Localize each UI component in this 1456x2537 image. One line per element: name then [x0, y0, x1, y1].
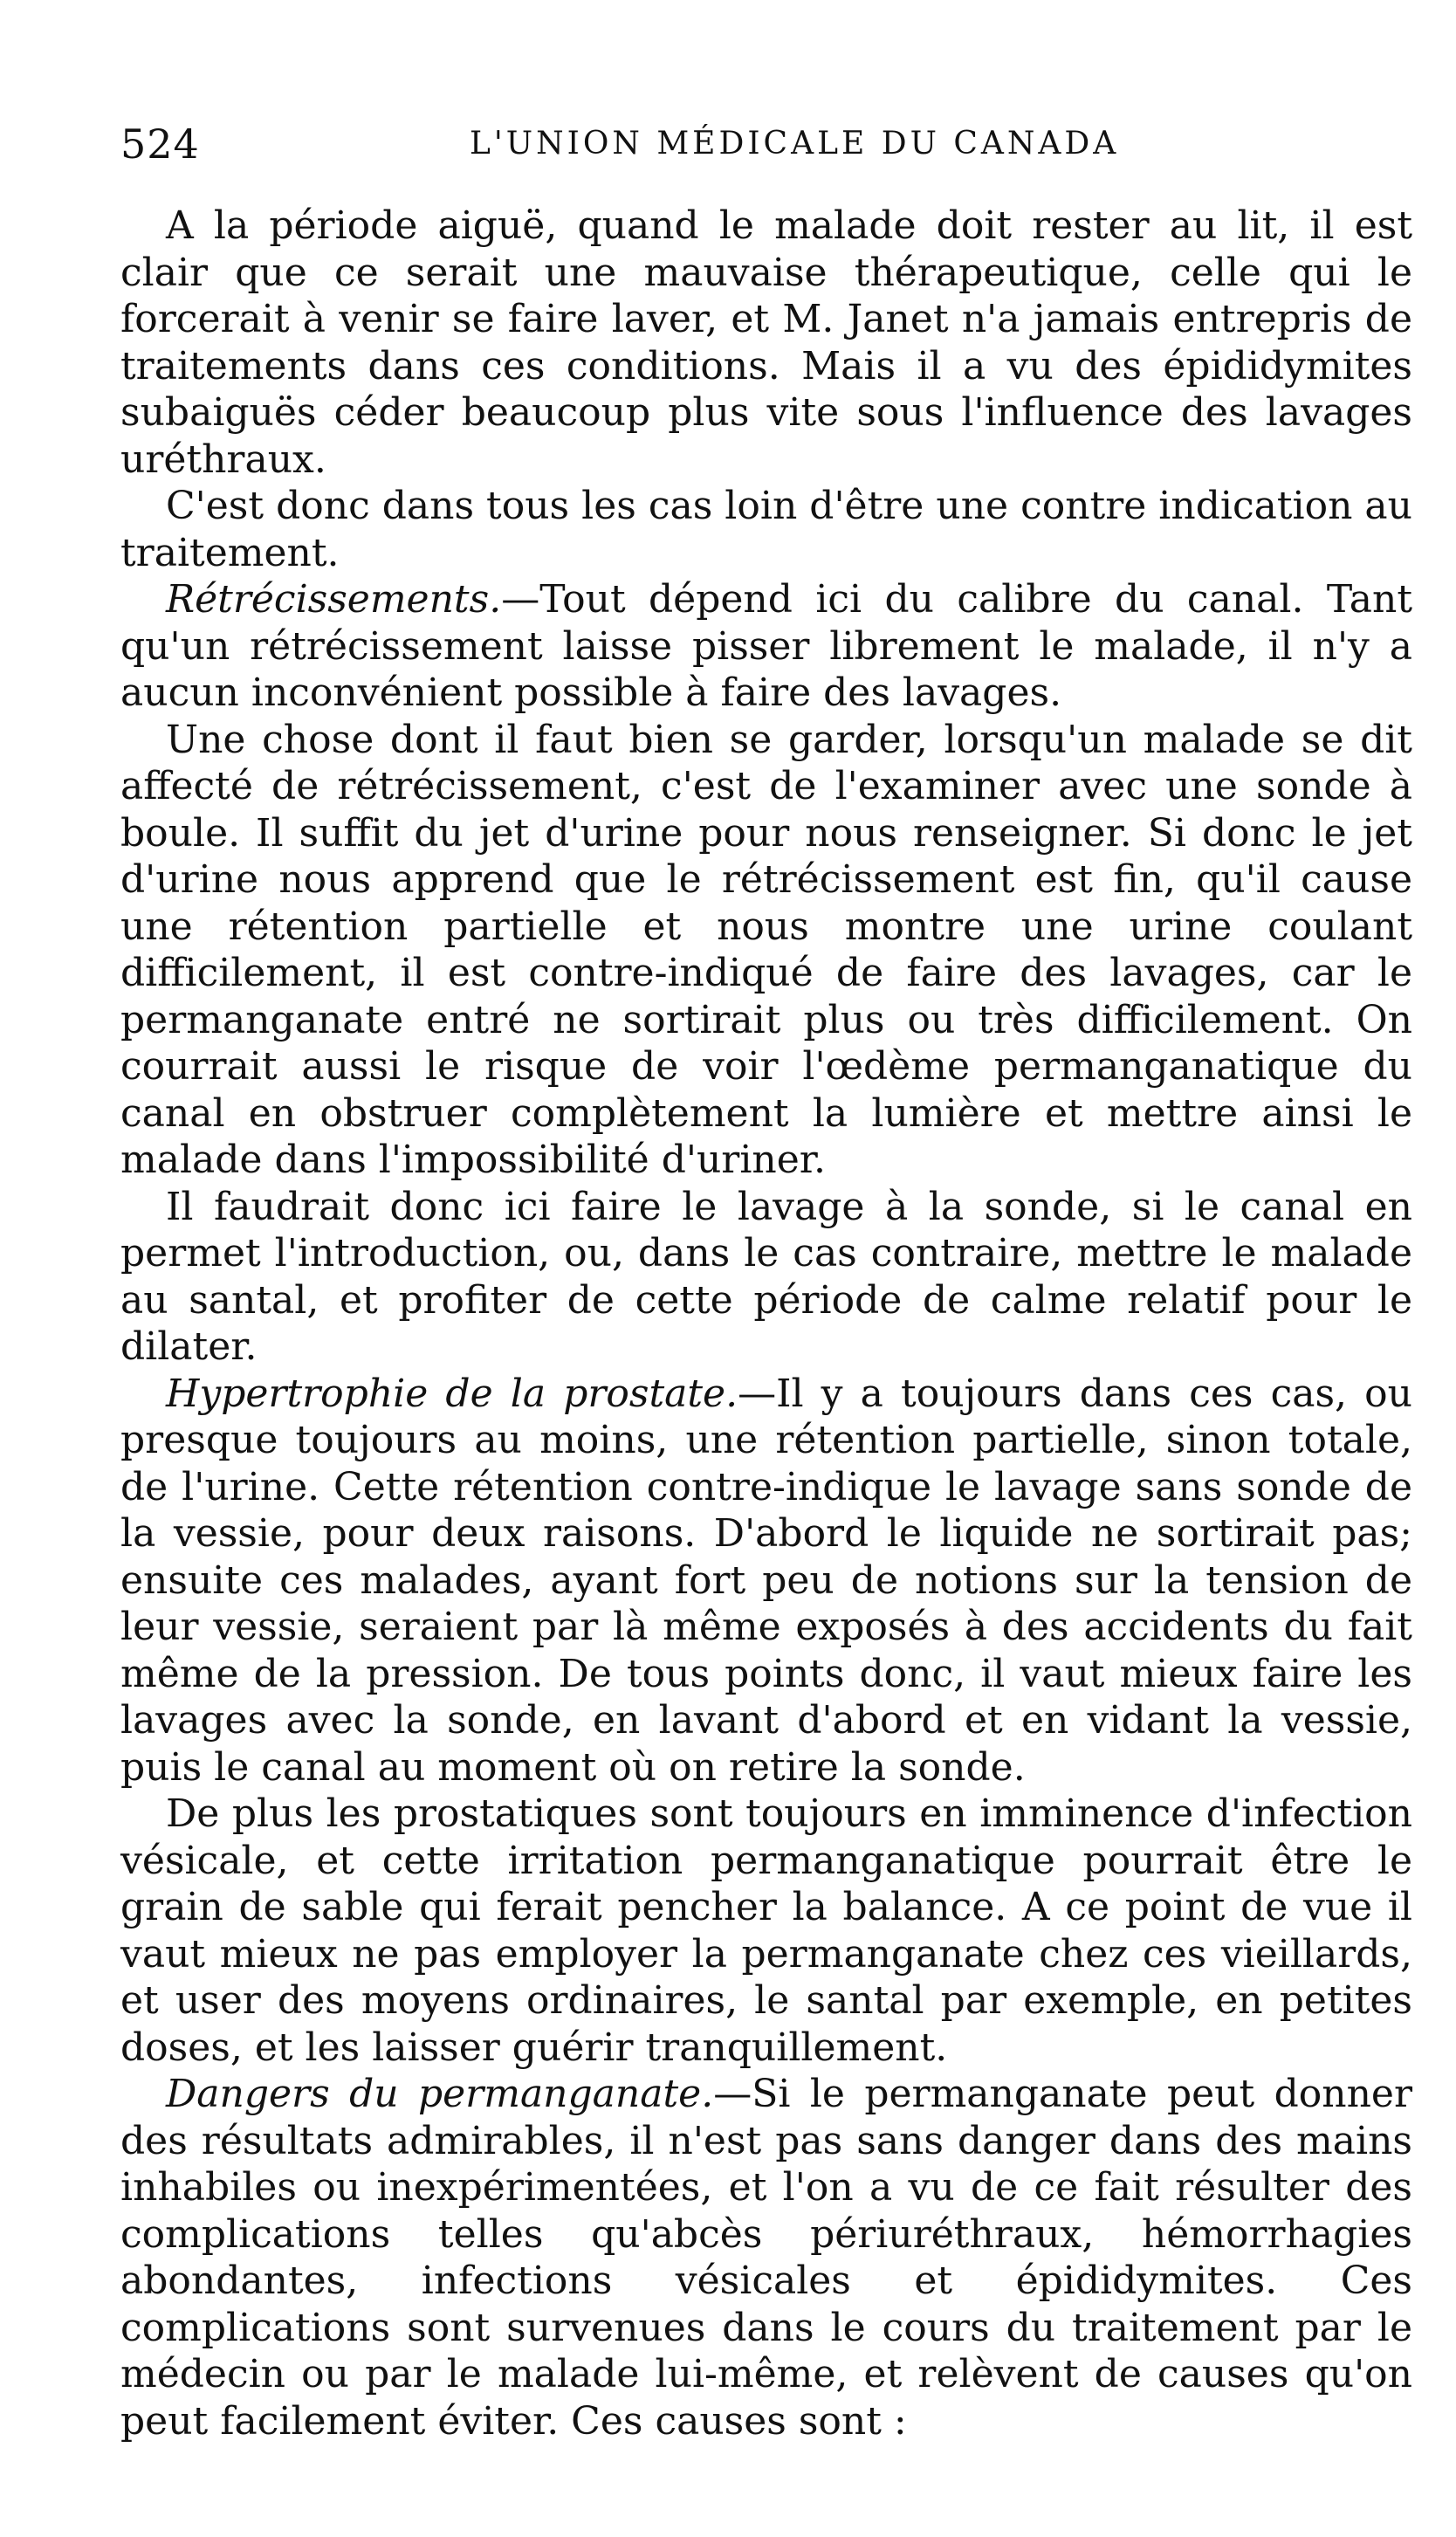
body-text [120, 203, 1412, 2444]
section-heading: Hypertrophie de la prostate. [166, 1371, 738, 1416]
paragraph-text: Il faudrait donc ici faire le lavage à la sonde, si le canal en permet l'introduction, ou, dans le cas contraire, mettre le malade au santal, et profiter de cette période de calme relatif pour le dilater. [120, 1184, 1412, 1369]
paragraph-text: A la période aiguë, quand le malade doit rester au lit, il est clair que ce serait une mauvaise thérapeutique, celle qui le forcerait à venir se faire laver, et M. Janet n'a jamais entrepris de traitements dans ces conditions. Mais il a vu des épididymites subaiguës céder beaucoup plus vite sous l'influence des lavages uréthraux. [120, 203, 1412, 482]
paragraph [120, 203, 1412, 483]
running-title: L'UNION MÉDICALE DU CANADA [470, 126, 1120, 162]
page-header [120, 120, 1343, 173]
paragraph [120, 1184, 1412, 1371]
paragraph [120, 576, 1412, 717]
paragraph [120, 2071, 1412, 2444]
page-number: 524 [120, 120, 200, 168]
paragraph [120, 1371, 1412, 1791]
paragraph-text: Une chose dont il faut bien se garder, lorsqu'un malade se dit affecté de rétrécissement, c'est de l'examiner avec une sonde à boule. Il suffit du jet d'urine pour nous renseigner. Si donc le jet d'urine nous apprend que le rétrécissement est fin, qu'il cause une rétention partielle et nous montre une urine coulant difficilement, il est contre-indiqué de faire des lavages, car le permanganate entré ne sortirait plus ou très difficilement. On courrait aussi le risque de voir l'œdème permanganatique du canal en obstruer complètement la lumière et mettre ainsi le malade dans l'impossibilité d'uriner. [120, 717, 1412, 1182]
paragraph [120, 1791, 1412, 2071]
paragraph-text: —Tout dépend ici du calibre du canal. Tant qu'un rétrécissement laisse pisser librement le malade, il n'y a aucun inconvénient possible à faire des lavages. [120, 577, 1412, 715]
paragraph [120, 717, 1412, 1184]
section-heading: Rétrécissements. [166, 577, 502, 622]
paragraph [120, 483, 1412, 576]
paragraph-text: —Il y a toujours dans ces cas, ou presque toujours au moins, une rétention partielle, sinon totale, de l'urine. Cette rétention contre-indique le lavage sans sonde de la vessie, pour deux raisons. D'abord le liquide ne sortirait pas; ensuite ces malades, ayant fort peu de notions sur la tension de leur vessie, seraient par là même exposés à des accidents du fait même de la pression. De tous points donc, il vaut mieux faire les lavages avec la sonde, en lavant d'abord et en vidant la vessie, puis le canal au moment où on retire la sonde. [120, 1371, 1412, 1790]
paragraph-text: C'est donc dans tous les cas loin d'être une contre indication au traitement. [120, 484, 1412, 575]
section-heading: Dangers du permanganate. [166, 2072, 714, 2116]
paragraph-text: De plus les prostatiques sont toujours en imminence d'infection vésicale, et cette irritation permanganatique pourrait être le grain de sable qui ferait pencher la balance. A ce point de vue il vaut mieux ne pas employer la permanganate chez ces vieillards, et user des moyens ordinaires, le santal par exemple, en petites doses, et les laisser guérir tranquillement. [120, 1791, 1412, 2070]
paragraph-text: —Si le permanganate peut donner des résultats admirables, il n'est pas sans danger dans des mains inhabiles ou inexpérimentées, et l'on a vu de ce fait résulter des complications telles qu'abcès périuréthraux, hémorrhagies abondantes, infections vésicales et épididymites. Ces complications sont survenues dans le cours du traitement par le médecin ou par le malade lui-même, et relèvent de causes qu'on peut facilement éviter. Ces causes sont : [120, 2072, 1413, 2444]
